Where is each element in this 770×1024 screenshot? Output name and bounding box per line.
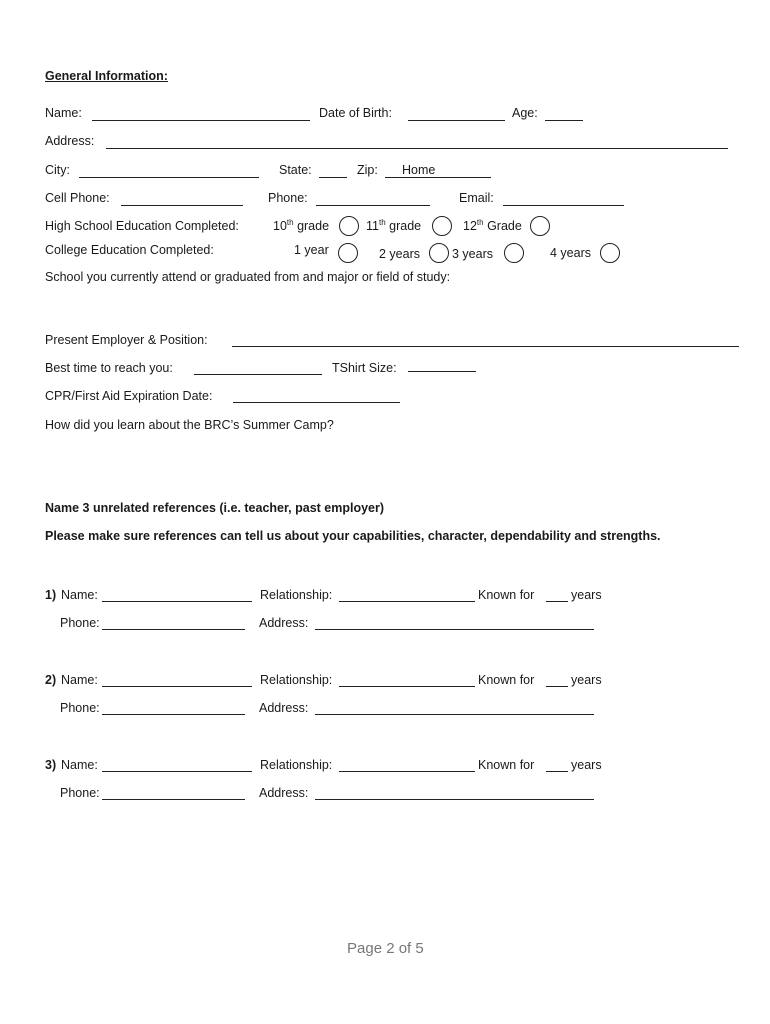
reference-1-number: 1) <box>45 588 57 602</box>
reference-3-relationship-field[interactable] <box>339 771 475 772</box>
reference-2-name-label: Name: <box>61 673 98 687</box>
zip-field[interactable] <box>385 177 491 178</box>
school-label: School you currently attend or graduated from and major or field of study: <box>45 270 451 284</box>
dob-field[interactable] <box>408 120 505 121</box>
city-field[interactable] <box>79 177 259 178</box>
hs-10th-radio[interactable] <box>339 216 359 236</box>
college-2-radio[interactable] <box>429 243 449 263</box>
reference-1-name-field[interactable] <box>102 601 252 602</box>
reference-3-relationship-label: Relationship: <box>260 758 333 772</box>
reference-1-name-label: Name: <box>61 588 98 602</box>
tshirt-label: TShirt Size: <box>332 361 397 375</box>
reference-2-years-label: years <box>571 673 602 687</box>
reference-1-address-label: Address: <box>259 616 309 630</box>
reference-3-known-label: Known for <box>478 758 535 772</box>
high-school-label: High School Education Completed: <box>45 219 239 233</box>
college-4-label: 4 years <box>550 246 591 260</box>
reference-1-known-label: Known for <box>478 588 535 602</box>
cpr-label: CPR/First Aid Expiration Date: <box>45 389 213 403</box>
hs-11th-label: 11th grade <box>366 218 422 233</box>
reference-2-address-field[interactable] <box>315 714 594 715</box>
reference-2-known-label: Known for <box>478 673 535 687</box>
name-label: Name: <box>45 106 82 120</box>
email-field[interactable] <box>503 205 624 206</box>
reference-3-address-label: Address: <box>259 786 309 800</box>
cell-phone-label: Cell Phone: <box>45 191 110 205</box>
hs-10th-label: 10th grade <box>273 218 330 233</box>
state-label: State: <box>279 163 312 177</box>
reference-1-years-label: years <box>571 588 602 602</box>
reference-2-relationship-label: Relationship: <box>260 673 333 687</box>
employer-label: Present Employer & Position: <box>45 333 208 347</box>
reference-2-address-label: Address: <box>259 701 309 715</box>
reference-3-years-label: years <box>571 758 602 772</box>
name-field[interactable] <box>92 120 310 121</box>
reference-3-phone-label: Phone: <box>60 786 100 800</box>
address-label: Address: <box>45 134 95 148</box>
reference-3-phone-field[interactable] <box>102 799 245 800</box>
college-2-label: 2 years <box>379 247 420 261</box>
age-field[interactable] <box>545 120 583 121</box>
reference-1-relationship-field[interactable] <box>339 601 475 602</box>
city-label: City: <box>45 163 70 177</box>
zip-label: Zip: <box>357 163 378 177</box>
reference-2-name-field[interactable] <box>102 686 252 687</box>
references-heading: Name 3 unrelated references (i.e. teacher, past employer) <box>45 501 385 515</box>
employer-field[interactable] <box>232 346 739 347</box>
college-1-label: 1 year <box>294 243 329 257</box>
college-1-radio[interactable] <box>338 243 358 263</box>
best-time-field[interactable] <box>194 374 322 375</box>
college-3-radio[interactable] <box>504 243 524 263</box>
reference-2-number: 2) <box>45 673 57 687</box>
reference-3-name-label: Name: <box>61 758 98 772</box>
phone-label: Phone: <box>268 191 308 205</box>
reference-3-number: 3) <box>45 758 57 772</box>
zip-value: Home <box>402 163 436 177</box>
email-label: Email: <box>459 191 494 205</box>
learn-label: How did you learn about the BRC’s Summer Camp? <box>45 418 334 432</box>
hs-11th-radio[interactable] <box>432 216 452 236</box>
phone-field[interactable] <box>316 205 430 206</box>
tshirt-field[interactable] <box>408 371 476 372</box>
page-number: Page 2 of 5 <box>347 940 424 957</box>
college-4-radio[interactable] <box>600 243 620 263</box>
state-field[interactable] <box>319 177 347 178</box>
reference-2-years-field[interactable] <box>546 686 568 687</box>
reference-2-phone-field[interactable] <box>102 714 245 715</box>
reference-3-years-field[interactable] <box>546 771 568 772</box>
hs-12th-label: 12th Grade <box>463 218 522 233</box>
references-subheading: Please make sure references can tell us about your capabilities, character, dependability and strengths. <box>45 529 661 543</box>
reference-1-phone-label: Phone: <box>60 616 100 630</box>
hs-12th-radio[interactable] <box>530 216 550 236</box>
reference-1-years-field[interactable] <box>546 601 568 602</box>
cell-phone-field[interactable] <box>121 205 243 206</box>
reference-1-relationship-label: Relationship: <box>260 588 333 602</box>
age-label: Age: <box>512 106 538 120</box>
college-3-label: 3 years <box>452 247 493 261</box>
reference-2-phone-label: Phone: <box>60 701 100 715</box>
reference-3-address-field[interactable] <box>315 799 594 800</box>
address-field[interactable] <box>106 148 728 149</box>
cpr-field[interactable] <box>233 402 400 403</box>
best-time-label: Best time to reach you: <box>45 361 173 375</box>
section-title: General Information: <box>45 69 168 83</box>
reference-1-phone-field[interactable] <box>102 629 245 630</box>
reference-3-name-field[interactable] <box>102 771 252 772</box>
reference-1-address-field[interactable] <box>315 629 594 630</box>
reference-2-relationship-field[interactable] <box>339 686 475 687</box>
college-label: College Education Completed: <box>45 243 214 257</box>
dob-label: Date of Birth: <box>319 106 392 120</box>
